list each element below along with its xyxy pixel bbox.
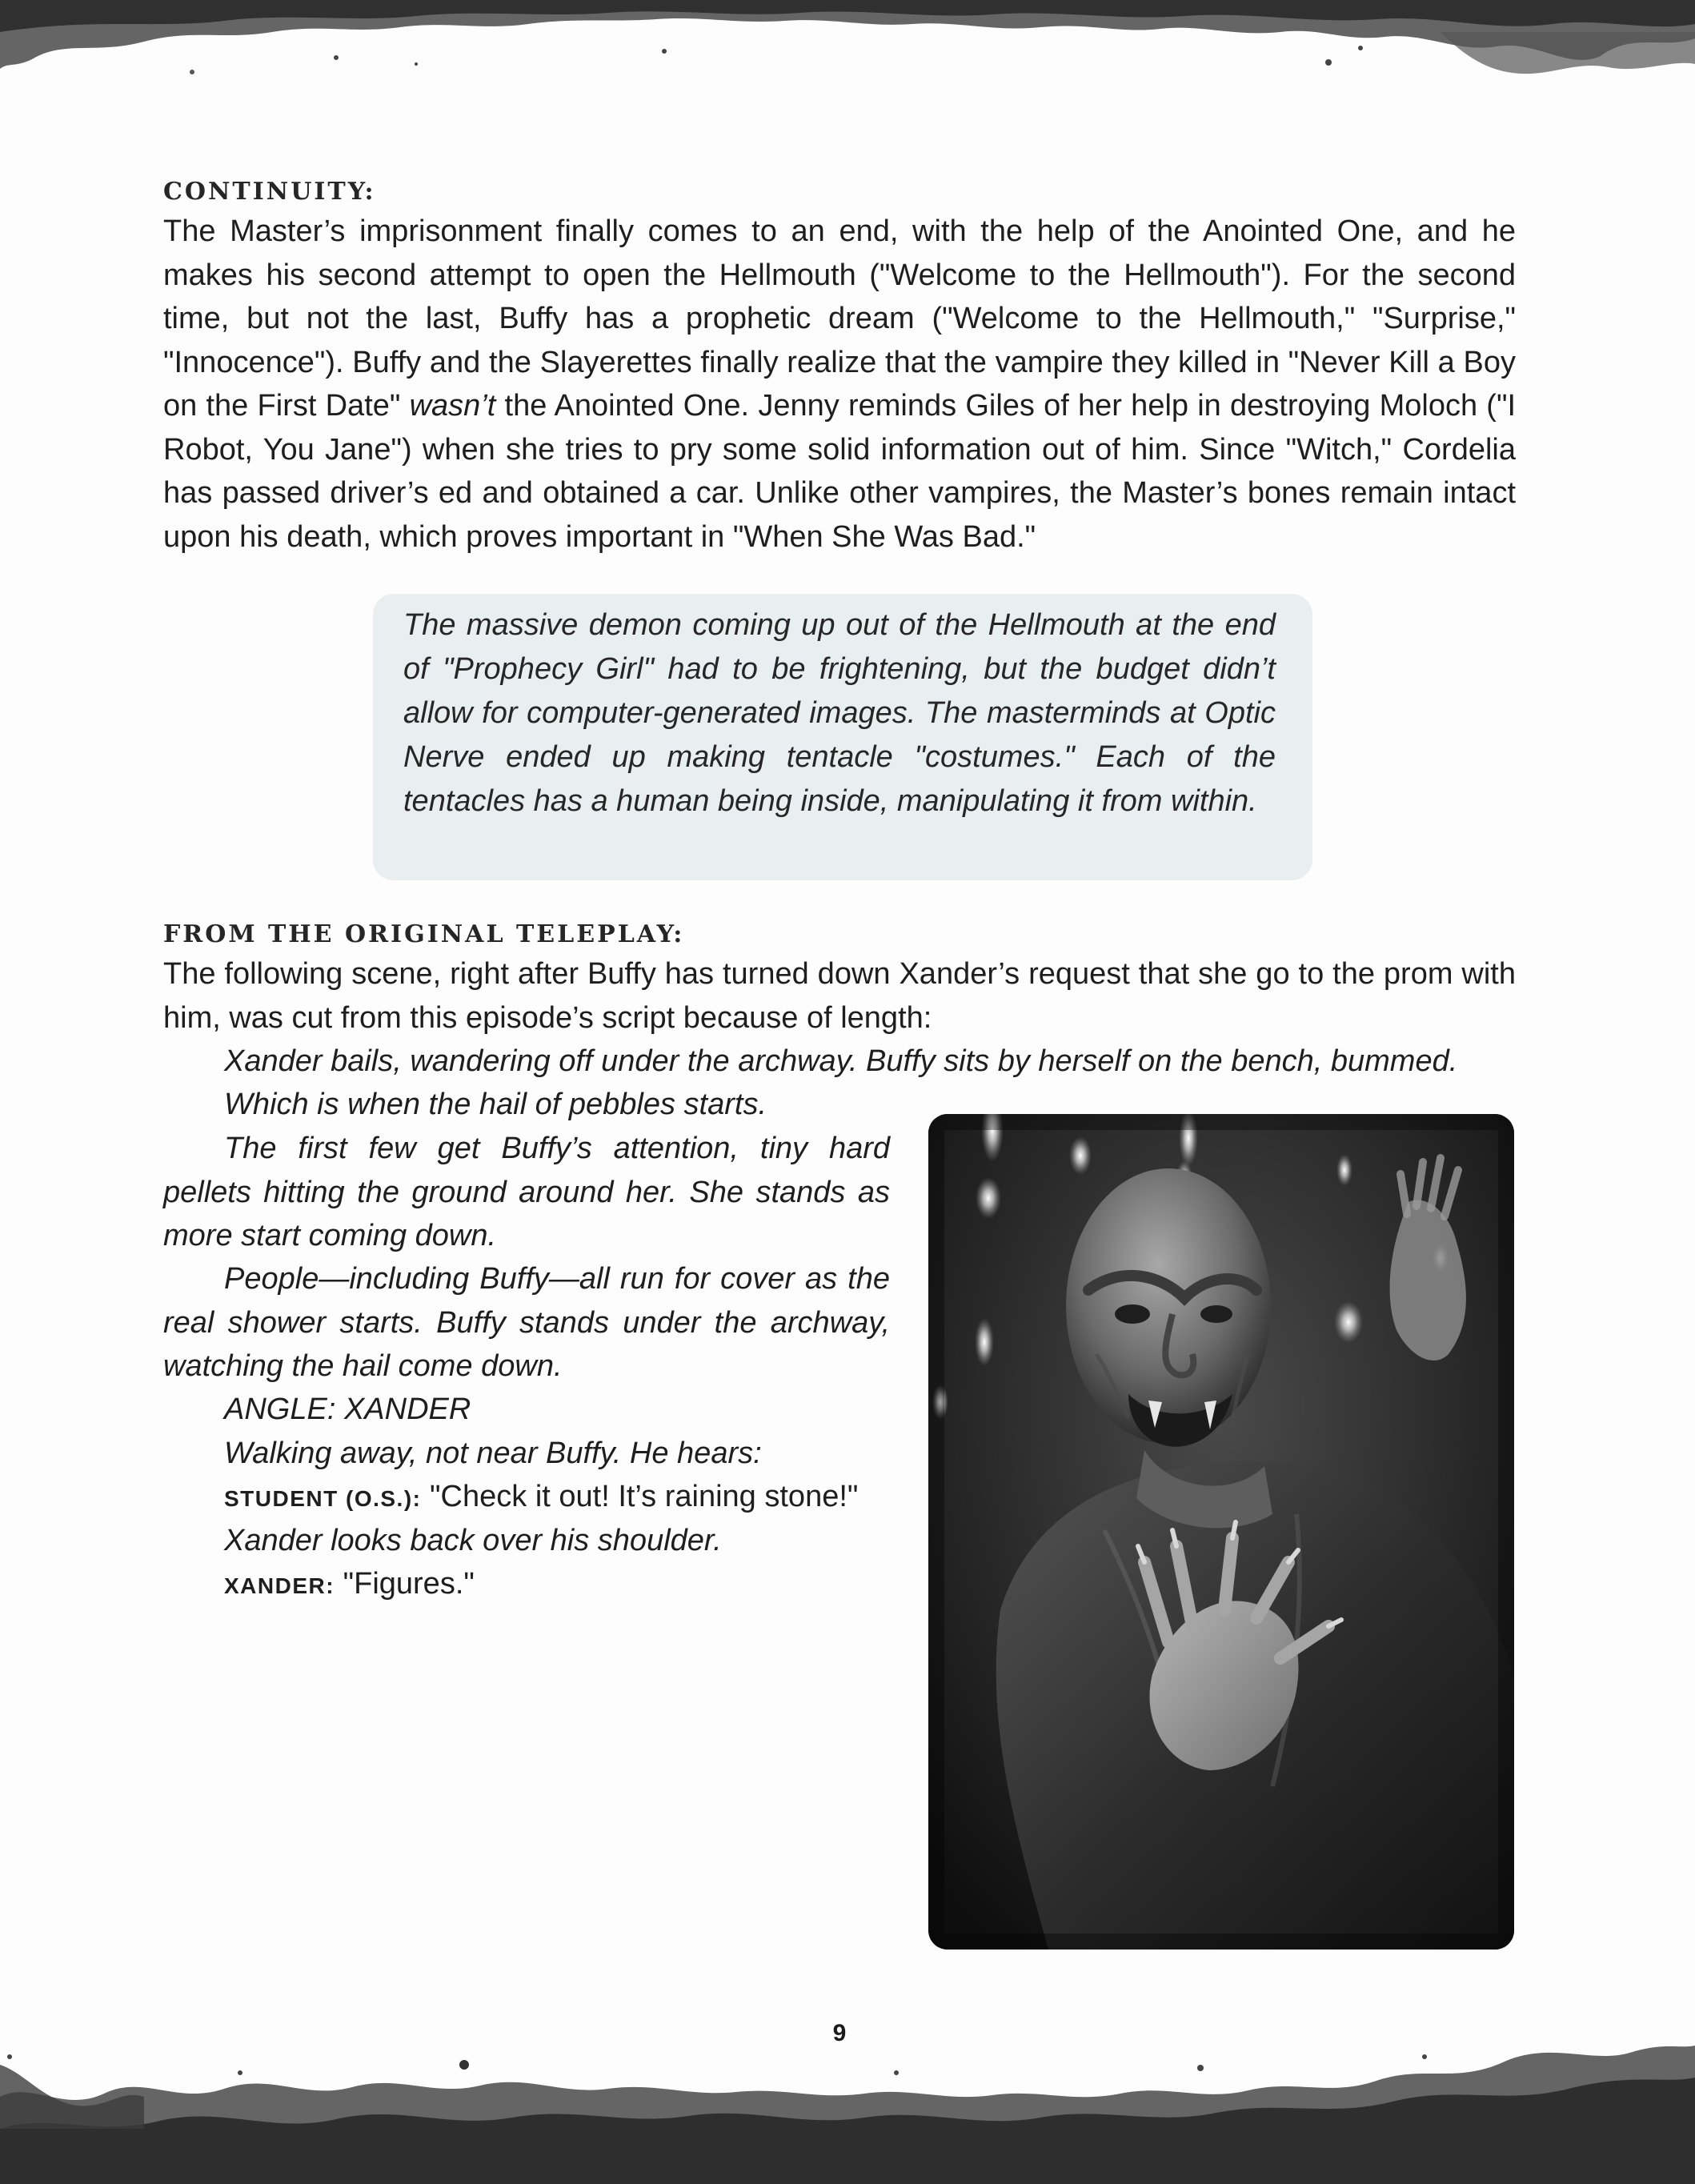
script-looks-back: Xander looks back over his shoulder.	[224, 1524, 722, 1557]
script-para-shower: People—including Buffy—all run for cover as the real shower starts. Buffy stands under the archway, watching the hail come down.	[163, 1262, 890, 1383]
page-number: 9	[832, 2020, 847, 2046]
continuity-emphasis: wasn’t	[409, 389, 496, 423]
xander-line: "Figures."	[335, 1567, 475, 1601]
top-grunge-border	[0, 0, 1695, 88]
xander-dialogue	[224, 1562, 475, 1609]
continuity-paragraph	[163, 210, 1516, 559]
teleplay-heading: FROM THE ORIGINAL TELEPLAY:	[163, 920, 685, 948]
bottom-grunge-border	[0, 2017, 1695, 2184]
student-line: "Check it out! It’s raining stone!"	[421, 1480, 859, 1513]
continuity-text-b: the Anointed One. Jenny reminds Giles of her help in destroying Moloch ("I Robot, You Jane") when she tries to pry some solid information out of him. Since "Witch," Cordelia has passed driver’s ed and obtained a car. Unlike other vampires, the Master’s bones remain intact upon his death, which proves important in "When She Was Bad."	[163, 389, 1517, 554]
student-dialogue	[224, 1475, 858, 1521]
continuity-heading: CONTINUITY:	[163, 178, 376, 206]
student-speaker: STUDENT (O.S.):	[224, 1486, 422, 1511]
xander-speaker: XANDER:	[224, 1573, 335, 1598]
script-line-bails: Xander bails, wandering off under the archway. Buffy sits by herself on the bench, bummed.	[224, 1044, 1458, 1078]
script-line-hail: Which is when the hail of pebbles starts.	[224, 1088, 767, 1121]
continuity-text-a: The Master’s imprisonment finally comes to an end, with the help of the Anointed One, and he makes his second attempt to open the Hellmouth ("Welcome to the Hellmouth"). For the second time, but not the last, Buffy has a prophetic dream ("Welcome to the Hellmouth," "Surprise," "Innocence"). Buffy and the Slayerettes finally realize that the vampire they killed in "Never Kill a Boy on the First Date"	[163, 214, 1516, 423]
script-angle: ANGLE: XANDER	[224, 1393, 471, 1426]
master-photo	[928, 1114, 1514, 1950]
script-walking: Walking away, not near Buffy. He hears:	[224, 1437, 762, 1470]
teleplay-intro: The following scene, right after Buffy has turned down Xander’s request that she go to the prom with him, was cut from this episode’s script because of length:	[163, 957, 1516, 1035]
script-para-pellets: The first few get Buffy’s attention, tiny hard pellets hitting the ground around her. She stands as more start coming down.	[163, 1132, 890, 1252]
sidebar-text: The massive demon coming up out of the Hellmouth at the end of "Prophecy Girl" had to be frightening, but the budget didn’t allow for computer-generated images. The masterminds at Optic Nerve ended up making tentacle "costumes." Each of the tentacles has a human being inside, manipulating it from within.	[403, 608, 1276, 818]
master-photo-illustration	[928, 1114, 1514, 1950]
